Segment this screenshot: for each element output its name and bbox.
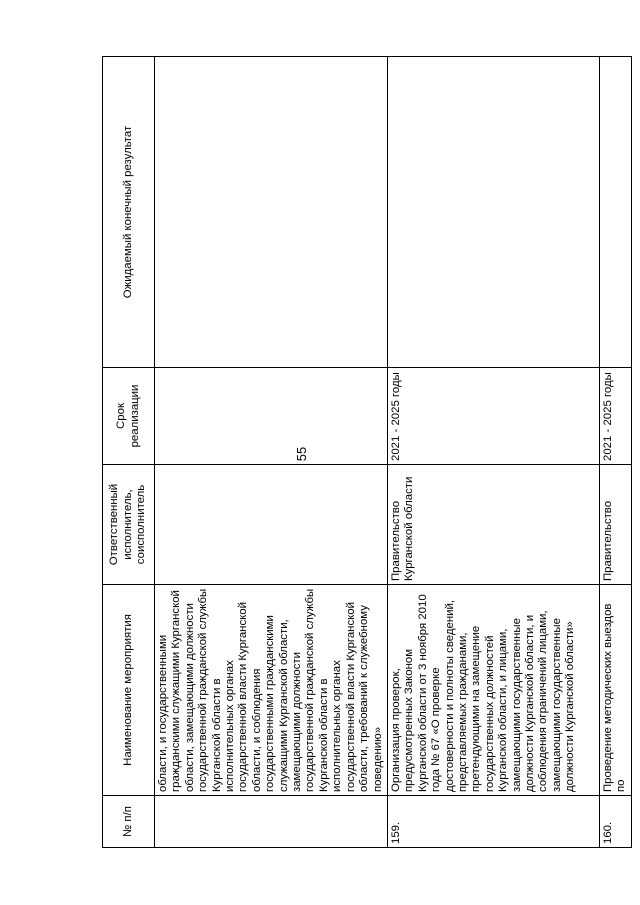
cell-result bbox=[599, 57, 631, 368]
header-num: № п/п bbox=[103, 796, 155, 848]
cell-num: 159. bbox=[387, 796, 599, 848]
table-row bbox=[155, 57, 388, 848]
cell-name: Организация проверок, предусмотренных Законом Курганской области от 3 ноября 2010 года № 67 «О проверке достоверности и полноты сведений, представляемых гражданами, претендующими на замещение государственных должностей Курганской области, и лицами, замещающими государственные должности Курганской области, и соблюдения ограничений лицами, замещающими государственные должности Курганской области» bbox=[387, 585, 599, 796]
cell-name: Проведение методических выездов по bbox=[599, 585, 631, 796]
table-row bbox=[599, 57, 631, 848]
cell-num bbox=[155, 796, 388, 848]
header-responsible: Ответственный исполнитель, соисполнитель bbox=[103, 465, 155, 585]
cell-result bbox=[155, 57, 388, 368]
header-result: Ожидаемый конечный результат bbox=[103, 57, 155, 368]
cell-result bbox=[387, 57, 599, 368]
cell-term: 2021 - 2025 годы bbox=[387, 368, 599, 465]
header-name: Наименование мероприятия bbox=[103, 585, 155, 796]
cell-responsible bbox=[155, 465, 388, 585]
table-header-row bbox=[103, 57, 155, 848]
cell-name: области, и государственными гражданскими служащими Курганской области, замещающими должности государственной гражданской службы Курганской области в исполнительных органах государственной власти Курганской области, и соблюдения государственными гражданскими служащими Курганской области, замещающими должности государственной гражданской службы Курганской области в исполнительных органах государственной власти Курганской области, требований к служебному поведению» bbox=[155, 585, 388, 796]
cell-responsible: Правительство Курганской области bbox=[387, 465, 599, 585]
cell-term: 2021 - 2025 годы bbox=[599, 368, 631, 465]
cell-responsible: Правительство bbox=[599, 465, 631, 585]
table-row bbox=[387, 57, 599, 848]
measures-table bbox=[102, 56, 632, 848]
page-number: 55 bbox=[294, 446, 309, 462]
header-term: Срок реализации bbox=[103, 368, 155, 465]
cell-num: 160. bbox=[599, 796, 631, 848]
rotated-page-content bbox=[102, 57, 628, 848]
cell-term bbox=[155, 368, 388, 465]
